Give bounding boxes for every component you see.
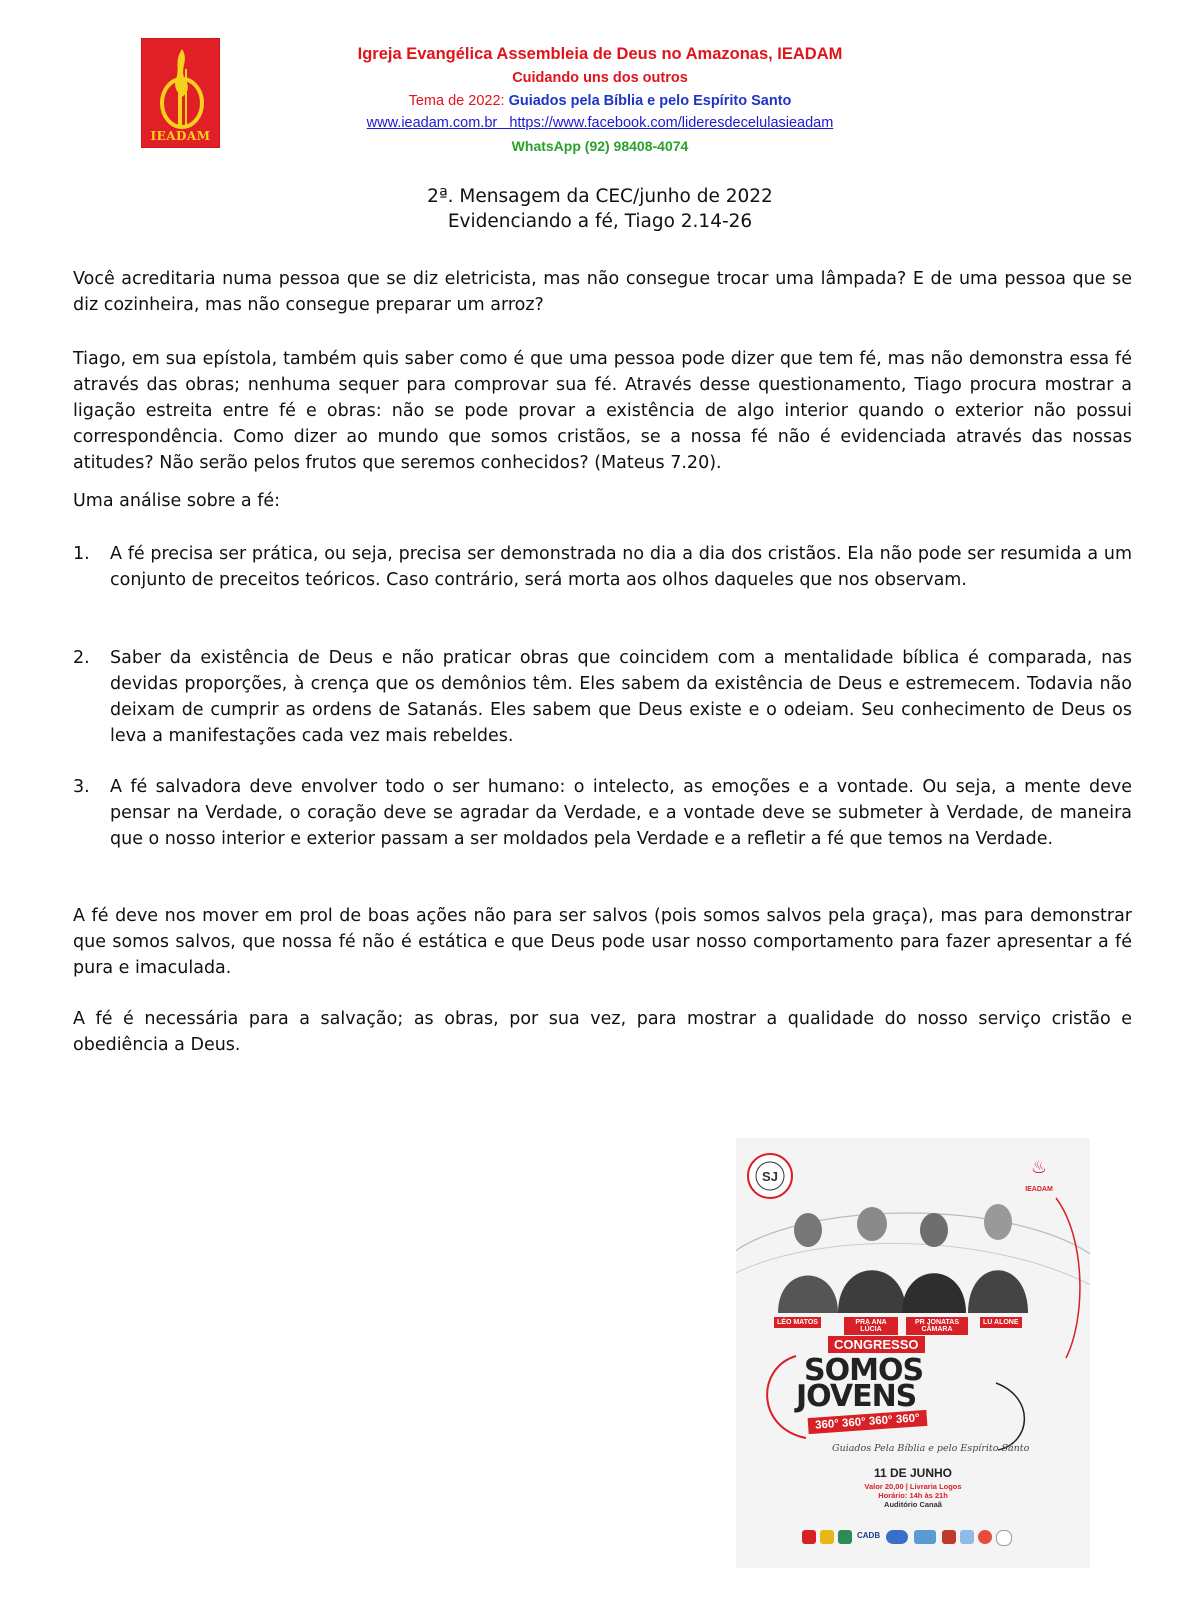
conclusion-paragraph-2: A fé é necessária para a salvação; as obras, por sua vez, para mostrar a qualidade do nosso serviço cristão e obediência a Deus. [73,1009,1132,1055]
analysis-heading: Uma análise sobre a fé: [73,491,281,511]
event-poster [736,1138,1090,1568]
sponsor-logo [838,1530,852,1544]
sponsor-logo [942,1530,956,1544]
speaker-tag: LÉO MATOS [774,1317,821,1328]
list-item-number: 1. [73,544,90,564]
sponsor-logo [914,1530,936,1544]
poster-theme: Guiados Pela Bíblia e pelo Espírito Santo [832,1443,1030,1454]
speaker-tag: PRA ANA LÚCIA [844,1317,898,1335]
organization-name: Igreja Evangélica Assembleia de Deus no Amazonas, IEADAM [357,45,843,63]
list-item-text: Saber da existência de Deus e não praticar obras que coincidem com a mentalidade bíblica é comparada, nas devidas proporções, à crença que os demônios têm. Eles sabem da existência de Deus e estremecem. Todavia não deixam de cumprir as ordens de Satanás. Eles sabem que Deus existe e o odeiam. Seu conhecimento de Deus os leva a manifestações cada vez mais rebeldes. [110,648,1132,746]
poster-title-line2: JOVENS [796,1379,917,1414]
message-subtitle: Evidenciando a fé, Tiago 2.14-26 [447,211,753,232]
speaker-tag: PR JONATAS CÂMARA [906,1317,968,1335]
list-item-number: 2. [73,648,90,668]
motto: Cuidando uns dos outros [512,70,688,86]
speaker-tag: LU ALONE [980,1317,1022,1328]
sponsor-logo [802,1530,816,1544]
message-title: 2ª. Mensagem da CEC/junho de 2022 [427,186,773,207]
event-label: CONGRESSO [828,1336,925,1353]
year-theme [0,93,1200,109]
event-hours: Horário: 14h às 21h [878,1491,948,1500]
logo-label: IEADAM [150,129,211,143]
context-paragraph: Tiago, em sua epístola, também quis saber como é que uma pessoa pode dizer que tem fé, mas não demonstra essa fé através das obras; nenhuma sequer para comprovar sua fé. Através desse questionamento, Tiago procura mostrar a ligação estreita entre fé e obras: não se pode provar a existência de algo interior quando o exterior não possui correspondência. Como dizer ao mundo que somos cristãos, se a nossa fé não é evidenciada através das nossas atitudes? Não serão pelos frutos que seremos conhecidos? (Mateus 7.20). [73,349,1132,473]
poster-ieadam-logo [1012,1156,1066,1196]
poster-logo-label: IEADAM [1025,1186,1053,1193]
svg-text:SJ: SJ [762,1169,778,1184]
list-item-text: A fé salvadora deve envolver todo o ser humano: o intelecto, as emoções e a vontade. Ou seja, a mente deve pensar na Verdade, o coração deve se agradar da Verdade, e a vontade deve se submeter à Verdade, de maneira que o nosso interior e exterior passam a ser moldados pela Verdade e a refletir a fé que temos na Verdade. [110,777,1132,849]
year-theme-value: Guiados pela Bíblia e pelo Espírito Santo [508,93,792,109]
facebook-link[interactable]: https://www.facebook.com/lideresdecelulasieadam [509,115,834,131]
list-item-number: 3. [73,777,90,797]
conclusion-paragraph-1: A fé deve nos mover em prol de boas ações não para ser salvos (pois somos salvos pela graça), mas para demonstrar que somos salvos, que nossa fé não é estática e que Deus pode usar nosso comportamento para fazer apresentar a fé pura e imaculada. [73,906,1132,978]
website-link[interactable]: www.ieadam.com.br [366,115,498,131]
sponsor-logo [996,1530,1012,1546]
sponsor-logo-text: CADB [857,1531,881,1540]
degrees-bar: 360° 360° 360° 360° [808,1410,928,1434]
list-item [73,541,1132,593]
event-venue: Auditório Canaã [884,1500,942,1509]
intro-paragraph: Você acreditaria numa pessoa que se diz eletricista, mas não consegue trocar uma lâmpada? E de uma pessoa que se diz cozinheira, mas não consegue preparar um arroz? [73,269,1132,315]
sponsor-logo [886,1530,908,1544]
sponsor-logo [978,1530,992,1544]
sponsor-logo [820,1530,834,1544]
list-item [73,774,1132,852]
header-links [0,115,1200,131]
sponsor-logo [960,1530,974,1544]
list-item [73,645,1132,749]
year-theme-label: Tema de 2022: [408,93,509,109]
poster-title-line1: SOMOS [804,1353,924,1388]
flame-icon: ♨ [1030,1157,1048,1177]
event-date: 11 DE JUNHO [873,1466,953,1480]
whatsapp-contact: WhatsApp (92) 98408-4074 [511,138,689,154]
event-price-place: Valor 20,00 | Livraria Logos [864,1482,962,1491]
list-item-text: A fé precisa ser prática, ou seja, precisa ser demonstrada no dia a dia dos cristãos. Ela não pode ser resumida a um conjunto de preceitos teóricos. Caso contrário, será morta aos olhos daqueles que nos observam. [110,544,1132,590]
